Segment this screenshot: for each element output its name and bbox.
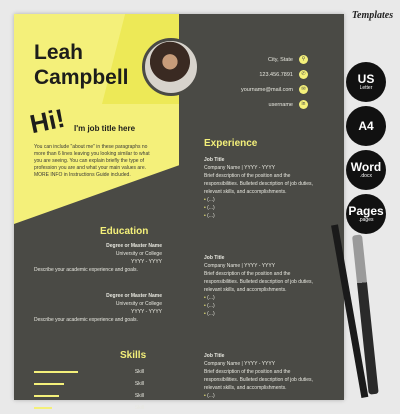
badge-pages: Pages .pages: [346, 194, 386, 234]
hi-greeting: Hi!: [27, 102, 68, 140]
badge-word: Word .docx: [346, 150, 386, 190]
contact-username: username in: [241, 97, 308, 112]
contact-phone: 123.456.7891 ✆: [241, 67, 308, 82]
resume-name: Leah Campbell: [34, 41, 129, 89]
experience-heading: Experience: [204, 138, 258, 149]
education-entry: Degree or Master Name University or College YYYY - YYYY Describe your academic experience and goals.: [34, 293, 162, 323]
linkedin-icon: in: [299, 100, 308, 109]
skill-row: Skill: [34, 366, 144, 378]
education-heading: Education: [100, 226, 149, 237]
skill-bar: [34, 395, 59, 397]
badge-us-letter: US Letter: [346, 62, 386, 102]
job-title-line: I'm job title here: [74, 124, 136, 133]
about-paragraph: You can include "about me" in these paragraphs no more than 6 lines leaving you looking similar to what you are seeing. You can explain briefly the type of profession you are and what your main values are. MORE INFO in Instructions Guide included.: [34, 144, 150, 178]
skill-row: Skill: [34, 378, 144, 390]
badge-a4: A4: [346, 106, 386, 146]
skill-row: Skill: [34, 390, 144, 402]
contact-list: [241, 52, 308, 112]
skills-list: [34, 366, 144, 414]
skills-heading: Skills: [120, 350, 147, 361]
skill-bar: [34, 383, 64, 385]
skill-row: Skill: [34, 402, 144, 414]
job-entry: Job Title Company Name | YYYY - YYYY Brief description of the position and the responsibilities. Bulleted description of job duties, relevant skills, and accomplishments. • (...) • (...) • (...): [204, 156, 316, 220]
resume-page: [14, 14, 344, 411]
brand-logo: Templates: [351, 10, 394, 21]
email-icon: ✉: [299, 85, 308, 94]
contact-location: City, State ⚲: [241, 52, 308, 67]
job-entry: Job Title Company Name | YYYY - YYYY Brief description of the position and the responsibilities. Bulleted description of job duties, relevant skills, and accomplishments. • (...): [204, 352, 316, 400]
education-entry: Degree or Master Name University or College YYYY - YYYY Describe your academic experience and goals.: [34, 243, 162, 273]
skill-bar: [34, 407, 52, 409]
location-icon: ⚲: [299, 55, 308, 64]
contact-email: yourname@mail.com ✉: [241, 82, 308, 97]
job-entry: Job Title Company Name | YYYY - YYYY Brief description of the position and the responsibilities. Bulleted description of job duties, relevant skills, and accomplishments. • (...) • (...) • (...): [204, 254, 316, 318]
phone-icon: ✆: [299, 70, 308, 79]
skill-bar: [34, 371, 78, 373]
profile-photo: [142, 38, 200, 96]
